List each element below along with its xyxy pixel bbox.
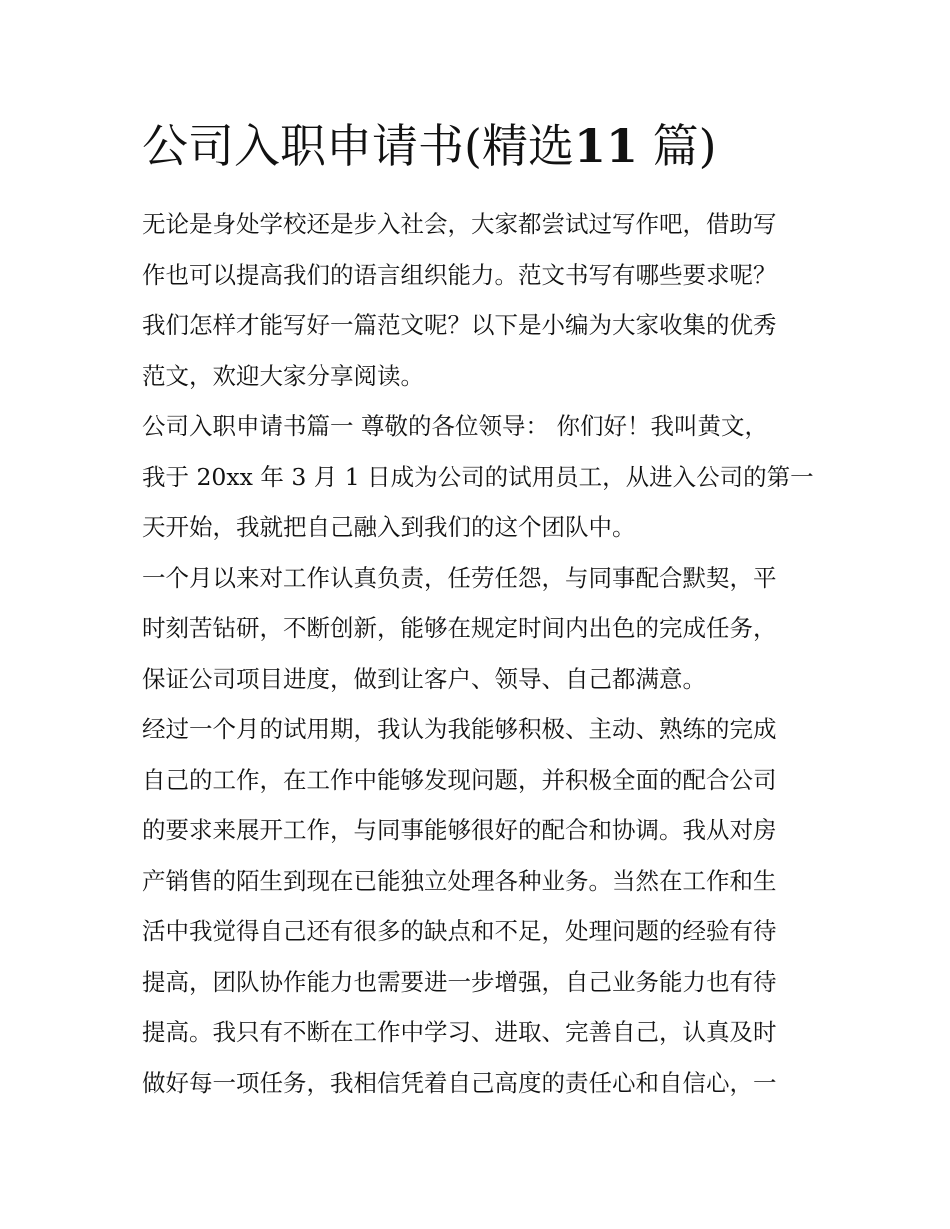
body-line: 我们怎样才能写好一篇范文呢？以下是小编为大家收集的优秀 — [142, 311, 777, 339]
body-line: 天开始，我就把自己融入到我们的这个团队中。 — [142, 513, 636, 541]
document-body — [142, 199, 812, 1108]
body-line: 我于 20xx 年 3 月 1 日成为公司的试用员工，从进入公司的第一 — [142, 462, 814, 491]
body-line: 公司入职申请书篇一 尊敬的各位领导： 你们好！我叫黄文， — [142, 412, 768, 440]
body-line: 做好每一项任务，我相信凭着自己高度的责任心和自信心，一 — [142, 1068, 777, 1097]
body-line: 的要求来展开工作，与同事能够很好的配合和协调。我从对房 — [142, 816, 777, 844]
title-prefix: 公司入职申请书(精选 — [142, 119, 574, 173]
body-line: 作也可以提高我们的语言组织能力。范文书写有哪些要求呢？ — [142, 260, 777, 289]
title-suffix: 篇) — [637, 119, 717, 173]
body-line: 经过一个月的试用期，我认为我能够积极、主动、熟练的完成 — [142, 715, 777, 743]
document-title — [142, 112, 822, 180]
body-line: 活中我觉得自己还有很多的缺点和不足，处理问题的经验有待 — [142, 917, 777, 945]
body-line: 提高。我只有不断在工作中学习、进取、完善自己，认真及时 — [142, 1018, 777, 1046]
body-line: 产销售的陌生到现在已能独立处理各种业务。当然在工作和生 — [142, 866, 777, 895]
title-number: 11 — [573, 119, 638, 173]
body-line: 无论是身处学校还是步入社会，大家都尝试过写作吧，借助写 — [142, 210, 777, 238]
body-line: 一个月以来对工作认真负责，任劳任怨，与同事配合默契，平 — [142, 563, 777, 592]
body-line: 范文，欢迎大家分享阅读。 — [142, 361, 424, 390]
body-line: 时刻苦钻研，不断创新，能够在规定时间内出色的完成任务， — [142, 614, 777, 642]
body-line: 保证公司项目进度，做到让客户、领导、自己都满意。 — [142, 664, 706, 693]
body-line: 提高，团队协作能力也需要进一步增强，自己业务能力也有待 — [142, 967, 777, 996]
body-line: 自己的工作，在工作中能够发现问题，并积极全面的配合公司 — [142, 765, 777, 794]
